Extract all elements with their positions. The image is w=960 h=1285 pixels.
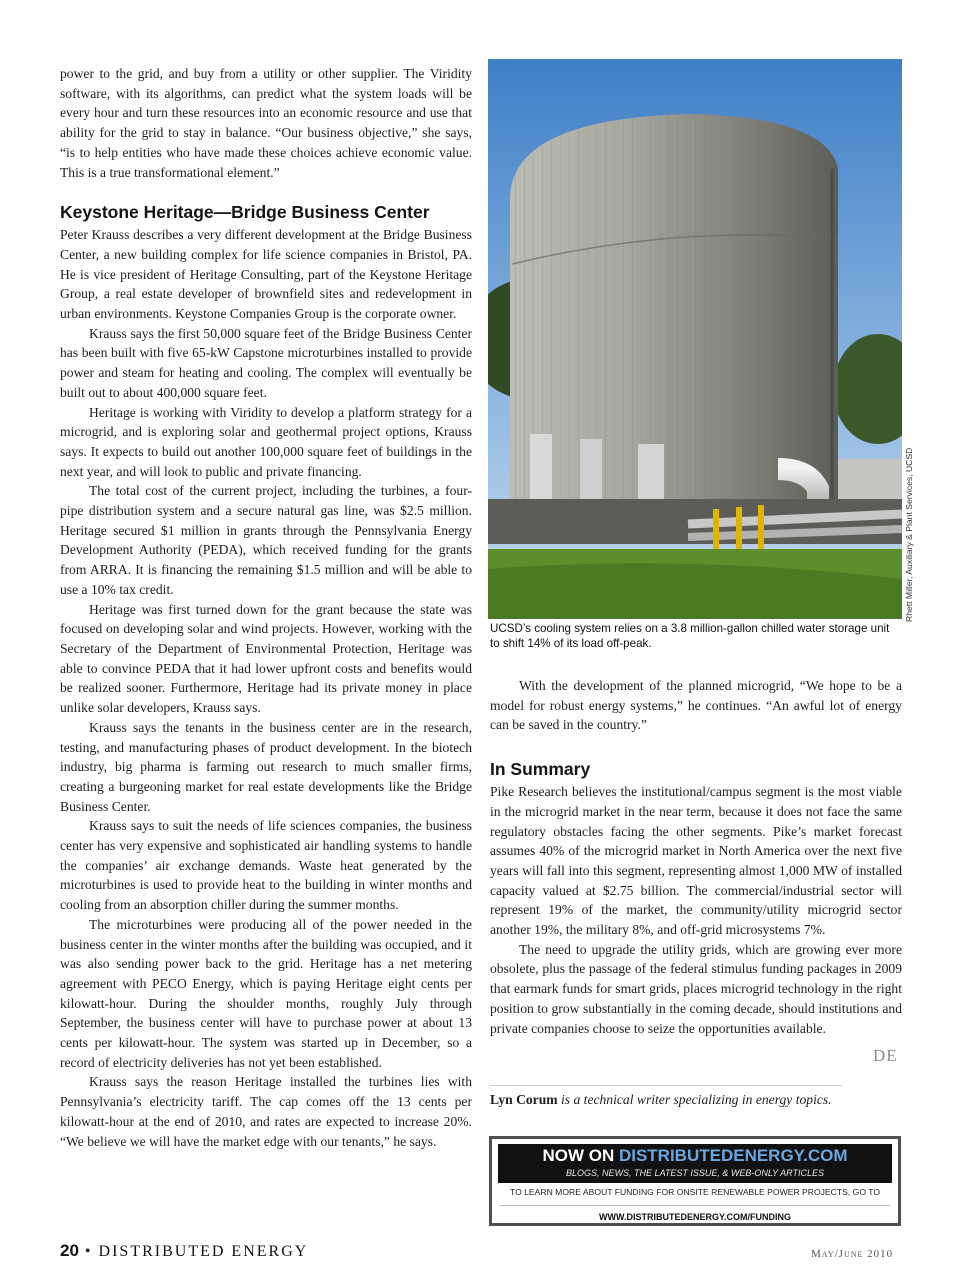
author-description: is a technical writer specializing in energy topics. [557, 1092, 832, 1107]
intro-paragraph: power to the grid, and buy from a utility or other supplier. The Viridity software, with its algorithms, can predict what the system loads will be every hour and turn these resources into an economic resource and use that ability for the grid to stay in balance. “Our business objective,” she says, “is to help entities who have made these choices achieve economic value. This is a true transformational element.” [60, 66, 472, 180]
author-bio [490, 1090, 832, 1109]
body-paragraph: Heritage was first turned down for the grant because the state was focused on developing solar and wind projects. However, working with the Secretary of the Department of Environmental Protection, Heritage was able to convince PEDA that it had lower upfront costs and benefits would be realized sooner. Furthermore, Heritage had its private money in place unlike solar developers, Krauss says. [60, 601, 472, 716]
footer-separator: • [84, 1243, 93, 1260]
cooling-tank-photo [488, 59, 902, 619]
article-end-mark: DE [873, 1046, 898, 1065]
body-paragraph: Krauss says the first 50,000 square feet of the Bridge Business Center has been built with five 65-kW Capstone microturbines installed to provide power and steam for heating and cooling. The complex will eventually be built out to about 400,000 square feet. [60, 325, 472, 400]
body-paragraph: The need to upgrade the utility grids, which are growing ever more obsolete, plus the passage of the federal stimulus funding packages in 2009 that earmark funds for smart grids, places microgrid technology in the right position to grow substantially in the coming decade, should institutions and private companies choose to seize the opportunities available. [490, 941, 902, 1036]
divider [500, 1205, 890, 1206]
body-paragraph: The microturbines were producing all of the power needed in the business center in the winter months after the building was occupied, and it was also sending power back to the grid. Heritage has a net metering agreement with PECO Energy, which is paying Heritage eight cents per kilowatt-hour. During the shoulder months, roughly July through September, the business center will have to purchase power at about 13 cents per kilowatt-hour. The system was started up in December, so a record of electricity deliveries has not yet been established. [60, 916, 472, 1070]
page-number: 20 [60, 1241, 79, 1260]
web-promo-box[interactable] [489, 1136, 901, 1226]
body-paragraph: Krauss says to suit the needs of life sciences companies, the business center has very expensive and sophisticated air handling systems to handle the companies’ air exchange demands. Waste heat generated by the microturbines is used to provide heat to the building in winter months and cooling from an absorption chiller during the summer months. [60, 818, 472, 913]
promo-funding-link[interactable]: WWW.DISTRIBUTEDENERGY.COM/FUNDING [599, 1212, 791, 1222]
promo-subtitle: BLOGS, NEWS, THE LATEST ISSUE, & WEB-ONLY ARTICLES [566, 1168, 824, 1178]
photo-credit: Rhett Miller, Auxiliary & Plant Services, UCSD [904, 447, 914, 622]
photo-caption: UCSD’s cooling system relies on a 3.8 million-gallon chilled water storage unit to shift 14% of its load off-peak. [490, 622, 890, 650]
body-paragraph: Krauss says the tenants in the business center are in the research, testing, and manufacturing phases of product development. In the biotech industry, big pharma is farming out research to much smaller firms, creating a burgeoning market for real estate developments like the Bridge Business Center. [60, 719, 472, 814]
continued-paragraph: With the development of the planned microgrid, “We hope to be a model for robust energy systems,” he continues. “An awful lot of energy can be saved in the country.” [490, 678, 902, 733]
body-paragraph: Peter Krauss describes a very different development at the Bridge Business Center, a new building complex for life science companies in Bristol, PA. He is vice president of Heritage Consulting, part of the Keystone Heritage Group, a real estate developer of brownfield sites and redevelopment in urban environments. Keystone Companies Group is the corporate owner. [60, 227, 472, 322]
right-column [490, 676, 902, 1038]
promo-description: TO LEARN MORE ABOUT FUNDING FOR ONSITE RENEWABLE POWER PROJECTS, GO TO [509, 1187, 881, 1197]
issue-date: May/June 2010 [811, 1248, 894, 1260]
section-heading-summary: In Summary [490, 759, 591, 780]
body-paragraph: Pike Research believes the institutional/campus segment is the most viable in the microgrid market in the near term, because it does not face the same regulatory obstacles facing the other segments. Pike’s market forecast assumes 40% of the microgrid market in North America over the next five years will fall into this segment, representing almost 1,000 MW of installed capacity valued at $2.75 billion. The commercial/industrial sector will represent 19% of the market, the community/utility microgrid sector another 19%, the military 8%, and off-grid microsystems 7%. [490, 784, 902, 938]
left-column [60, 64, 472, 1151]
page-footer [60, 1241, 308, 1261]
divider [490, 1085, 842, 1086]
promo-title: NOW ON DISTRIBUTEDENERGY.COM [542, 1146, 848, 1165]
promo-header [498, 1144, 892, 1183]
section-heading-keystone: Keystone Heritage—Bridge Business Center [60, 202, 430, 223]
publication-name: DISTRIBUTED ENERGY [98, 1243, 309, 1260]
body-paragraph: The total cost of the current project, including the turbines, a four-pipe distribution system and a secure natural gas line, was $2.5 million. Heritage secured $1 million in grants through the Pennsylvania Energy Development Authority (PEDA), which received funding for the grants from ARRA. It is financing the remaining $1.5 million and will be able to use a 10% tax credit. [60, 483, 472, 597]
author-name: Lyn Corum [490, 1092, 558, 1107]
body-paragraph: Krauss says the reason Heritage installed the turbines lies with Pennsylvania’s electricity tariff. The cap comes off the 13 cents per kilowatt-hour at the end of 2010, and rates are expected to increase 20%. “We believe we will have the market edge with our tenants,” he says. [60, 1074, 472, 1149]
body-paragraph: Heritage is working with Viridity to develop a platform strategy for a microgrid, and is exploring solar and geothermal project options, Krauss says. It expects to build out another 100,000 square feet of buildings in the next year, and will look to public and private financing. [60, 404, 472, 479]
promo-site-link[interactable]: DISTRIBUTEDENERGY.COM [618, 1146, 848, 1165]
